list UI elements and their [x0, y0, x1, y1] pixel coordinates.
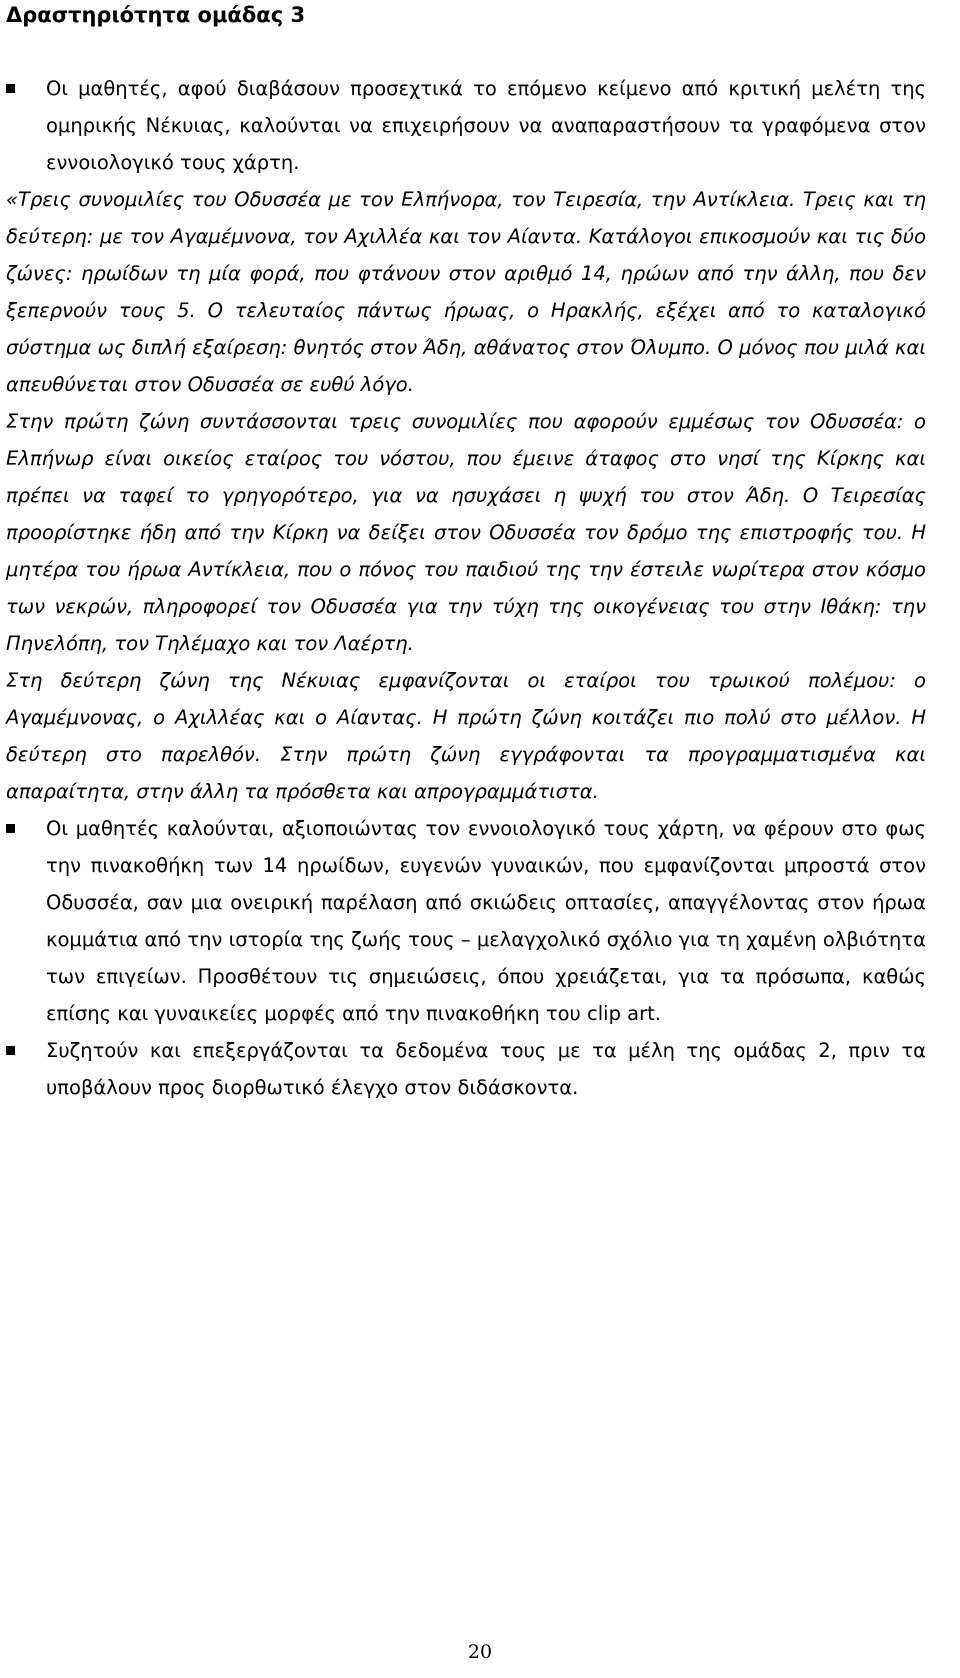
- bullet-text: Συζητούν και επεξεργάζονται τα δεδομένα τους με τα μέλη της ομάδας 2, πριν τα υποβάλουν προς διορθωτικό έλεγχο στον διδάσκοντα.: [46, 1039, 926, 1099]
- quote-paragraph-2: Στην πρώτη ζώνη συντάσσονται τρεις συνομιλίες που αφορούν εμμέσως τον Οδυσσέα: ο Ελπήνωρ είναι οικείος εταίρος του νόστου, που έμεινε άταφος στο νησί της Κίρκης και πρέπει να ταφεί το γρηγορότερο, για να ησυχάσει η ψυχή του στον Άδη. Ο Τειρεσίας προορίστηκε ήδη από την Κίρκη να δείξει στον Οδυσσέα τον δρόμο της επιστροφής του. Η μητέρα του ήρωα Αντίκλεια, που ο πόνος του παιδιού της την έστειλε νωρίτερα στον κόσμο των νεκρών, πληροφορεί τον Οδυσσέα για την τύχη της οικογένειας του στην Ιθάκη: την Πηνελόπη, τον Τηλέμαχο και τον Λαέρτη.: [6, 410, 926, 655]
- bullet-item-heroines: [6, 810, 926, 1032]
- bullet-text: Οι μαθητές καλούνται, αξιοποιώντας τον εννοιολογικό τους χάρτη, να φέρουν στο φως την πινακοθήκη των 14 ηρωίδων, ευγενών γυναικών, που εμφανίζονται μπροστά στον Οδυσσέα, σαν μια ονειρική παρέλαση από σκιώδεις οπτασίες, απαγγέλοντας στον ήρωα κομμάτια από την ιστορία της ζωής τους – μελαγχολικό σχόλιο για τη χαμένη ολβιότητα των επιγείων. Προσθέτουν τις σημειώσεις, όπου χρειάζεται, για τα πρόσωπα, καθώς επίσης και γυναικείες μορφές από την πινακοθήκη του clip art.: [46, 817, 926, 1025]
- bullet-text: Οι μαθητές, αφού διαβάσουν προσεχτικά το επόμενο κείμενο από κριτική μελέτη της ομηρικής Νέκυιας, καλούνται να επιχειρήσουν να αναπαραστήσουν τα γραφόμενα στον εννοιολογικό τους χάρτη.: [46, 77, 926, 174]
- bullet-item-discussion: [6, 1032, 926, 1106]
- quote-paragraph-1: «Τρεις συνομιλίες του Οδυσσέα με τον Ελπήνορα, τον Τειρεσία, την Αντίκλεια. Τρεις και τη δεύτερη: με τον Αγαμέμνονα, τον Αχιλλέα και τον Αίαντα. Κατάλογοι επικοσμούν και τις δύο ζώνες: ηρωίδων τη μία φορά, που φτάνουν στον αριθμό 14, ηρώων από την άλλη, που δεν ξεπερνούν τους 5. Ο τελευταίος πάντως ήρωας, ο Ηρακλής, εξέχει από το καταλογικό σύστημα ως διπλή εξαίρεση: θνητός στον Άδη, αθάνατος στον Όλυμπο. Ο μόνος που μιλά και απευθύνεται στον Οδυσσέα σε ευθύ λόγο.: [6, 188, 926, 396]
- square-bullet-icon: [6, 84, 15, 93]
- activity-heading: Δραστηριότητα ομάδας 3: [6, 3, 306, 27]
- square-bullet-icon: [6, 824, 15, 833]
- bullet-item-instructions: [6, 70, 926, 181]
- quote-paragraph-3: Στη δεύτερη ζώνη της Νέκυιας εμφανίζονται οι εταίροι του τρωικού πολέμου: ο Αγαμέμνονας, ο Αχιλλέας και ο Αίαντας. Η πρώτη ζώνη κοιτάζει πιο πολύ στο μέλλον. Η δεύτερη στο παρελθόν. Στην πρώτη ζώνη εγγράφονται τα προγραμματισμένα και απαραίτητα, στην άλλη τα πρόσθετα και απρογραμμάτιστα.: [6, 669, 926, 803]
- page-number: 20: [467, 1641, 493, 1663]
- square-bullet-icon: [6, 1046, 15, 1055]
- document-body: [6, 70, 926, 1106]
